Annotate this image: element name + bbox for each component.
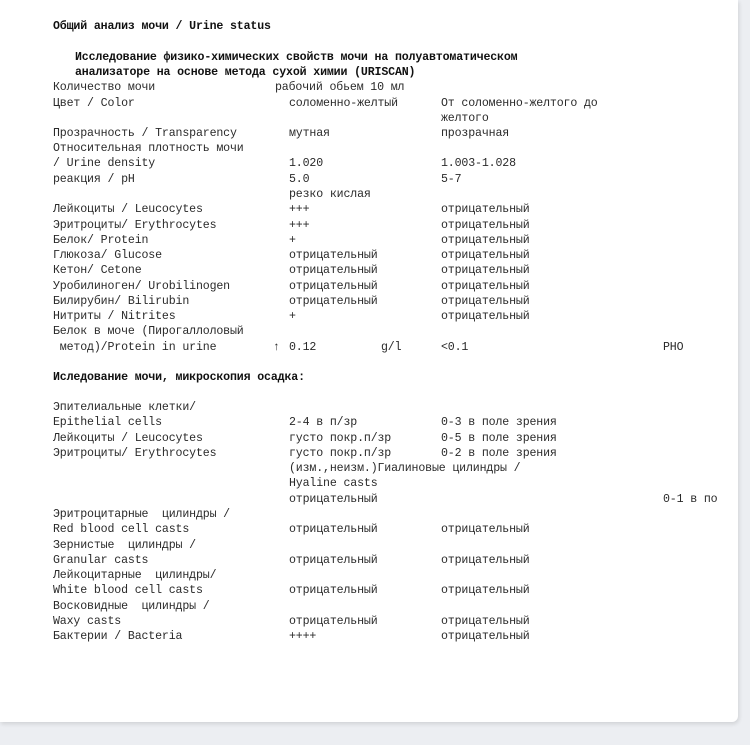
row-hyaline-value: отрицательный [289,493,378,506]
row-rbc-casts-value: отрицательный [289,523,378,536]
row-micro-erythrocytes-ref: 0-2 в поле зрения [441,447,557,460]
row-bacteria-value: ++++ [289,630,317,643]
row-protein-ref: отрицательный [441,234,530,247]
row-quantity-name: Количество мочи [53,81,156,94]
report-title: Общий анализ мочи / Urine status [53,20,271,33]
row-hyaline-line1: (изм.,неизм.)Гиалиновые цилиндры / [289,462,521,475]
row-protein-urine-method: PHO [663,341,684,354]
section1-title-line2: анализаторе на основе метода сухой химии (URISCAN) [75,66,416,79]
row-urobilinogen-ref: отрицательный [441,280,530,293]
row-erythrocytes-value: +++ [289,219,310,232]
row-bilirubin-value: отрицательный [289,295,378,308]
row-density-ref: 1.003-1.028 [441,157,516,170]
row-color-ref-line1: От соломенно-желтого до [441,97,598,110]
row-rbc-casts-name-line1: Эритроцитарные цилиндры / [53,508,230,521]
row-glucose-name: Глюкоза/ Glucose [53,249,162,262]
row-micro-leucocytes-ref: 0-5 в поле зрения [441,432,557,445]
row-leucocytes-name: Лейкоциты / Leucocytes [53,203,203,216]
row-ketone-ref: отрицательный [441,264,530,277]
row-waxy-name-line1: Восковидные цилиндры / [53,600,210,613]
row-quantity-value: рабочий обьем 10 мл [275,81,405,94]
row-density-name-line1: Относительная плотность мочи [53,142,244,155]
row-erythrocytes-name: Эритроциты/ Erythrocytes [53,219,217,232]
row-hyaline-line2: Hyaline casts [289,477,378,490]
row-wbc-casts-value: отрицательный [289,584,378,597]
row-ketone-name: Кетон/ Cetone [53,264,142,277]
row-protein-value: + [289,234,296,247]
row-leucocytes-value: +++ [289,203,310,216]
up-arrow-flag-icon: ↑ [273,341,280,354]
row-waxy-ref: отрицательный [441,615,530,628]
row-ph-ref: 5-7 [441,173,462,186]
row-granular-ref: отрицательный [441,554,530,567]
row-wbc-casts-ref: отрицательный [441,584,530,597]
row-ph-name: реакция / pH [53,173,135,186]
row-glucose-value: отрицательный [289,249,378,262]
row-wbc-casts-name-line1: Лейкоцитарные цилиндры/ [53,569,217,582]
row-micro-leucocytes-value: густо покр.п/зр [289,432,392,445]
row-ph-value: 5.0 [289,173,310,186]
row-rbc-casts-name-line2: Red blood cell casts [53,523,190,536]
row-urobilinogen-value: отрицательный [289,280,378,293]
row-leucocytes-ref: отрицательный [441,203,530,216]
row-protein-urine-ref: <0.1 [441,341,469,354]
row-micro-erythrocytes-name: Эритроциты/ Erythrocytes [53,447,217,460]
row-color-name: Цвет / Color [53,97,135,110]
row-urobilinogen-name: Уробилиноген/ Urobilinogen [53,280,230,293]
row-nitrites-name: Нитриты / Nitrites [53,310,176,323]
row-glucose-ref: отрицательный [441,249,530,262]
row-protein-urine-name-line2: метод)/Protein in urine [53,341,217,354]
row-hyaline-ref: 0-1 в по [663,493,718,506]
row-density-name-line2: / Urine density [53,157,156,170]
row-protein-urine-unit: g/l [381,341,402,354]
row-bacteria-name: Бактерии / Bacteria [53,630,183,643]
row-ph-note: резко кислая [289,188,371,201]
row-protein-urine-value: 0.12 [289,341,317,354]
row-protein-name: Белок/ Protein [53,234,149,247]
row-transparency-ref: прозрачная [441,127,510,140]
row-granular-name-line2: Granular casts [53,554,149,567]
row-granular-name-line1: Зернистые цилиндры / [53,539,196,552]
row-waxy-name-line2: Waxy casts [53,615,122,628]
row-wbc-casts-name-line2: White blood cell casts [53,584,203,597]
section1-title-line1: Исследование физико-химических свойств мочи на полуавтоматическом [75,51,518,64]
row-transparency-name: Прозрачность / Transparency [53,127,237,140]
row-bacteria-ref: отрицательный [441,630,530,643]
row-granular-value: отрицательный [289,554,378,567]
row-bilirubin-ref: отрицательный [441,295,530,308]
row-rbc-casts-ref: отрицательный [441,523,530,536]
section2-title: Иследование мочи, микроскопия осадка: [53,371,305,384]
row-micro-erythrocytes-value: густо покр.п/зр [289,447,392,460]
row-density-value: 1.020 [289,157,324,170]
row-epithelial-name-line1: Эпителиальные клетки/ [53,401,196,414]
row-nitrites-value: + [289,310,296,323]
row-waxy-value: отрицательный [289,615,378,628]
row-micro-leucocytes-name: Лейкоциты / Leucocytes [53,432,203,445]
row-erythrocytes-ref: отрицательный [441,219,530,232]
row-color-ref-line2: желтого [441,112,489,125]
row-ketone-value: отрицательный [289,264,378,277]
row-nitrites-ref: отрицательный [441,310,530,323]
row-color-value: соломенно-желтый [289,97,398,110]
row-transparency-value: мутная [289,127,330,140]
row-epithelial-value: 2-4 в п/зр [289,416,358,429]
row-epithelial-name-line2: Epithelial cells [53,416,162,429]
row-epithelial-ref: 0-3 в поле зрения [441,416,557,429]
row-protein-urine-name-line1: Белок в моче (Пирогаллоловый [53,325,244,338]
row-bilirubin-name: Билирубин/ Bilirubin [53,295,190,308]
